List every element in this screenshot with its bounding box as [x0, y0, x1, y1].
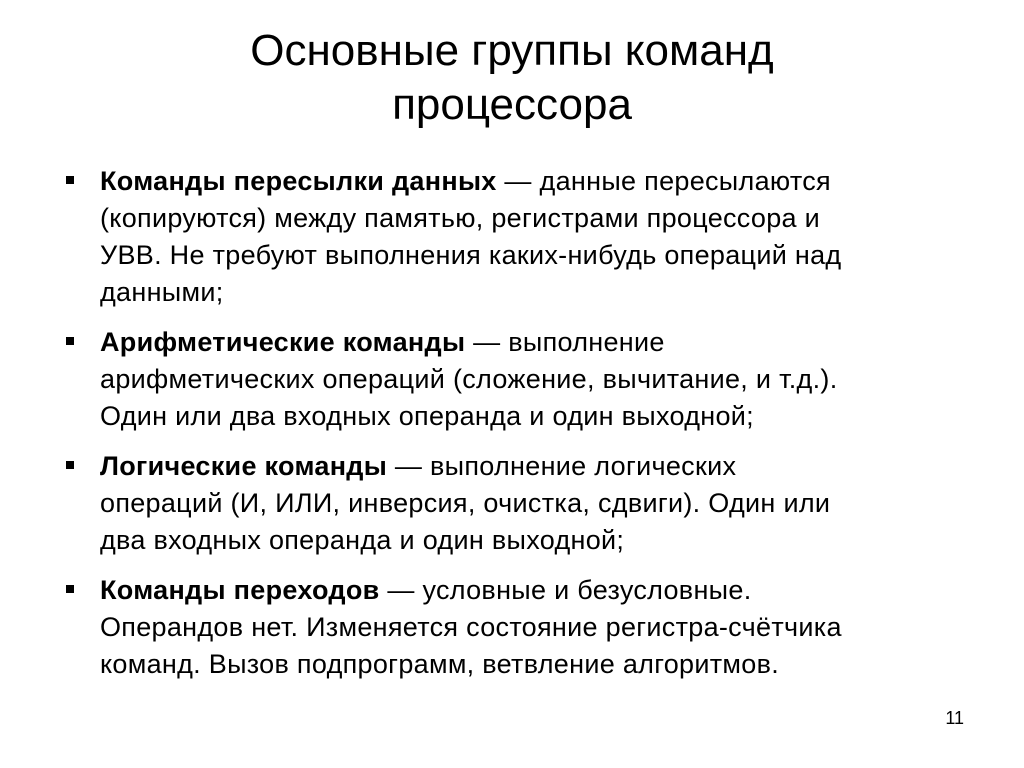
bullet-line: [100, 448, 962, 485]
bullet-line: операций (И, ИЛИ, инверсия, очистка, сдвиги). Один или: [100, 488, 831, 518]
bullet-term: Команды переходов: [100, 575, 380, 605]
square-bullet-icon: [66, 337, 74, 345]
bullet-line: данными;: [100, 277, 224, 307]
bullet-line: Один или два входных операнда и один выходной;: [100, 401, 754, 431]
bullet-line: арифметических операций (сложение, вычитание, и т.д.).: [100, 364, 838, 394]
slide-title-line-1: Основные группы команд: [250, 26, 774, 75]
bullet-line: [100, 324, 962, 361]
bullet-item-data-transfer: [62, 163, 962, 311]
bullet-line: [100, 163, 962, 200]
bullet-line: [100, 572, 962, 609]
bullet-term: Команды пересылки данных: [100, 166, 497, 196]
bullet-line: УВВ. Не требуют выполнения каких-нибудь операций над: [100, 240, 842, 270]
bullet-text: — выполнение: [465, 327, 665, 357]
bullet-item-jumps: [62, 572, 962, 683]
square-bullet-icon: [66, 176, 74, 184]
slide-title-line-2: процессора: [392, 80, 632, 129]
square-bullet-icon: [66, 461, 74, 469]
bullet-item-arithmetic: [62, 324, 962, 435]
bullet-text: — условные и безусловные.: [379, 575, 752, 605]
bullet-term: Логические команды: [100, 451, 388, 481]
square-bullet-icon: [66, 585, 74, 593]
bullet-item-logical: [62, 448, 962, 559]
bullet-text: — данные пересылаются: [496, 166, 831, 196]
bullet-line: Операндов нет. Изменяется состояние регистра-счётчика: [100, 612, 842, 642]
bullet-list: [62, 163, 962, 696]
bullet-line: (копируются) между памятью, регистрами процессора и: [100, 203, 821, 233]
bullet-text: — выполнение логических: [387, 451, 737, 481]
slide-title: [112, 24, 912, 132]
bullet-line: команд. Вызов подпрограмм, ветвление алгоритмов.: [100, 649, 780, 679]
page-number: 11: [945, 708, 964, 728]
bullet-term: Арифметические команды: [100, 327, 466, 357]
bullet-line: два входных операнда и один выходной;: [100, 525, 625, 555]
